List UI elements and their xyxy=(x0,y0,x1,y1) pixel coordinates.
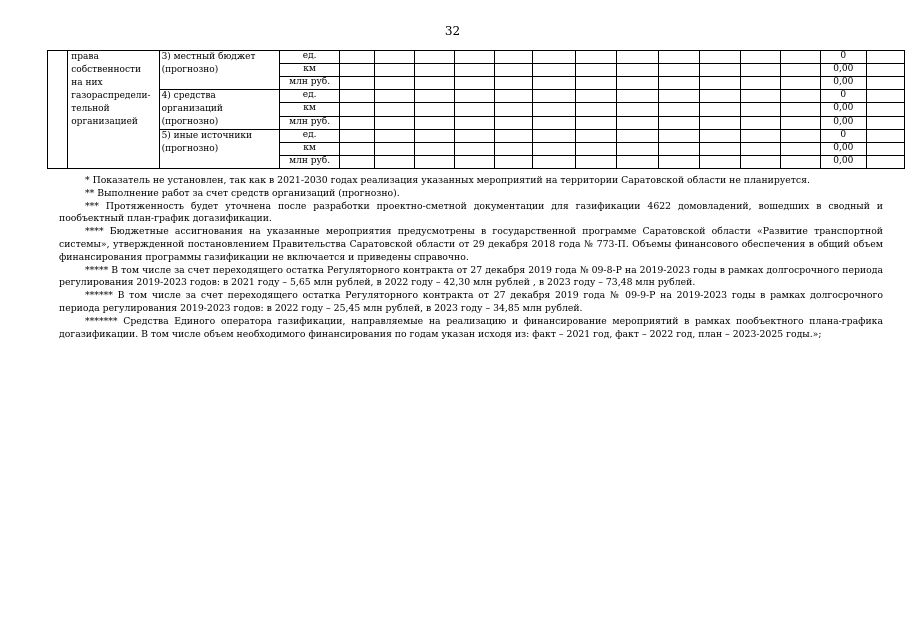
footnote: ******* Средства Единого оператора газификации, направляемые на реализацию и финансирование мероприятий в рамках пообъектного плана-графика догазификации. В том числе объем необходимого финансирования по годам указан исходя из: факт – 2021 год, факт – 2022 год, план – 2023-2025 годы.»; xyxy=(59,315,883,340)
unit-cell: км xyxy=(280,143,339,156)
unit-cell: млн руб. xyxy=(280,77,339,90)
source-cell: 4) средства организаций (прогнозно) xyxy=(159,90,280,130)
subject-cell: права собственности на них газораспредели- тельной организацией xyxy=(68,51,159,169)
page-number: 32 xyxy=(444,24,461,38)
footnote: ***** В том числе за счет переходящего остатка Регуляторного контракта от 27 декабря 2019 года № 09-8-Р на 2019-2023 годы в рамках долгосрочного периода регулирования 2019-2023 годов: в 2021 году – 5,65 млн рублей, в 2022 году – 42,30 млн рублей , в 2023 году – 73,48 млн рублей. xyxy=(59,264,883,289)
number-cell xyxy=(48,51,68,169)
funding-table xyxy=(47,50,905,169)
unit-cell: ед. xyxy=(280,51,339,64)
source-cell: 3) местный бюджет (прогнозно) xyxy=(159,51,280,90)
total-cell: 0,00 xyxy=(820,156,866,169)
unit-cell: км xyxy=(280,64,339,77)
unit-cell: ед. xyxy=(280,90,339,103)
footnote: *** Протяженность будет уточнена после разработки проектно-сметной документации для газификации 4622 домовладений, вошедших в сводный и пообъектный план-график догазификации. xyxy=(59,200,883,225)
total-cell: 0,00 xyxy=(820,64,866,77)
total-cell: 0,00 xyxy=(820,77,866,90)
footnote: ****** В том числе за счет переходящего остатка Регуляторного контракта от 27 декабря 2019 года № 09-9-Р на 2019-2023 годы в рамках долгосрочного периода регулирования 2019-2023 годов: в 2022 году – 25,45 млн рублей, в 2023 году – 34,85 млн рублей. xyxy=(59,290,883,314)
unit-cell: ед. xyxy=(280,130,339,143)
table-row xyxy=(48,90,905,103)
unit-cell: млн руб. xyxy=(280,156,339,169)
unit-cell: млн руб. xyxy=(280,116,339,129)
total-cell: 0,00 xyxy=(820,143,866,156)
total-cell: 0,00 xyxy=(820,103,866,116)
footnote: **** Бюджетные ассигнования на указанные мероприятия предусмотрены в государственной программе Саратовской области «Развитие транспортной системы», утвержденной постановлением Правительства Саратовской области от 29 декабря 2018 года № 773-П. Объемы финансового обеспечения в общий объем финансирования программы газификации не включается и приведены справочно. xyxy=(59,226,883,263)
footnote: * Показатель не установлен, так как в 2021-2030 годах реализация указанных мероприятий на территории Саратовской области не планируется. xyxy=(85,175,810,186)
table-row xyxy=(48,51,905,64)
footnotes xyxy=(59,175,883,341)
footnote: ** Выполнение работ за счет средств организаций (прогнозно). xyxy=(85,187,400,199)
total-cell: 0 xyxy=(820,90,866,103)
total-cell: 0,00 xyxy=(820,116,866,129)
total-cell: 0 xyxy=(820,51,866,64)
table-row xyxy=(48,130,905,143)
source-cell: 5) иные источники (прогнозно) xyxy=(159,130,280,169)
unit-cell: км xyxy=(280,103,339,116)
total-cell: 0 xyxy=(820,130,866,143)
